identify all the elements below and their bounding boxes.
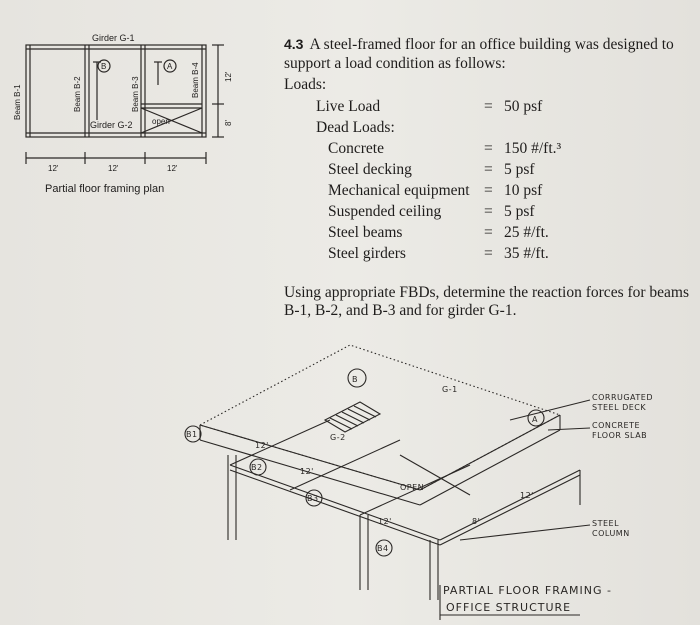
dim-right-8: 8' bbox=[224, 120, 233, 126]
dim-8: 8' bbox=[472, 517, 481, 526]
load-name: Steel decking bbox=[328, 161, 412, 178]
load-equals: = bbox=[484, 140, 493, 157]
tag-a: A bbox=[532, 415, 538, 424]
beam-b4-label: Beam B-4 bbox=[191, 62, 200, 98]
problem-number: 4.3 bbox=[284, 36, 304, 52]
corrugated-deck-patch bbox=[325, 402, 380, 432]
dim-12-d: 12' bbox=[520, 491, 534, 500]
load-name: Steel beams bbox=[328, 224, 403, 241]
load-equals: = bbox=[484, 224, 493, 241]
problem-text: A steel-framed floor for an office building was designed to support a load condition as follows: bbox=[284, 36, 674, 72]
grid-b-label: B bbox=[101, 62, 107, 71]
problem-question: Using appropriate FBDs, determine the reaction forces for beams B-1, B-2, and B-3 and for girder G-1. bbox=[284, 284, 690, 319]
sketch-labels bbox=[186, 375, 653, 614]
isometric-sketch bbox=[185, 345, 590, 620]
load-value: 150 #/ft.³ bbox=[504, 140, 562, 157]
dim-12-c: 12' bbox=[378, 517, 392, 526]
load-equals: = bbox=[484, 245, 493, 262]
note-column-1: STEEL bbox=[592, 519, 620, 528]
load-name: Mechanical equipment bbox=[328, 182, 470, 199]
dim-bottom-2: 12' bbox=[108, 164, 119, 173]
grid-a-label: A bbox=[167, 62, 173, 71]
note-concrete-1: CONCRETE bbox=[592, 421, 641, 430]
load-name: Dead Loads: bbox=[316, 119, 395, 136]
sketch-title-2: OFFICE STRUCTURE bbox=[446, 601, 572, 614]
beam-b3-label: Beam B-3 bbox=[131, 76, 140, 112]
note-concrete-2: FLOOR SLAB bbox=[592, 431, 648, 440]
loads-label: Loads: bbox=[284, 76, 327, 93]
open-label: open bbox=[152, 117, 170, 126]
dim-bottom-1: 12' bbox=[48, 164, 59, 173]
tag-b: B bbox=[352, 375, 358, 384]
load-name: Suspended ceiling bbox=[328, 203, 442, 220]
load-equals: = bbox=[484, 203, 493, 220]
load-name: Steel girders bbox=[328, 245, 406, 262]
label-g2: G-2 bbox=[330, 433, 346, 442]
tag-b2: B2 bbox=[251, 463, 263, 472]
load-name: Live Load bbox=[316, 98, 381, 115]
dim-bottom-3: 12' bbox=[167, 164, 178, 173]
load-value: 5 psf bbox=[504, 203, 535, 220]
problem-statement bbox=[284, 35, 694, 73]
sketch-title-1: PARTIAL FLOOR FRAMING - bbox=[443, 584, 612, 597]
label-open: OPEN bbox=[400, 483, 425, 492]
beam-b1-label: Beam B-1 bbox=[13, 84, 22, 120]
load-name: Concrete bbox=[328, 140, 384, 157]
load-value: 10 psf bbox=[504, 182, 543, 199]
plan-caption: Partial floor framing plan bbox=[45, 183, 165, 195]
beam-b2-label: Beam B-2 bbox=[73, 76, 82, 112]
girder-g2-label: Girder G-2 bbox=[90, 120, 133, 130]
dim-right-12: 12' bbox=[224, 71, 233, 82]
note-column-2: COLUMN bbox=[592, 529, 630, 538]
tag-b3: B3 bbox=[307, 494, 319, 503]
dim-12-b: 12' bbox=[300, 467, 314, 476]
load-value: 5 psf bbox=[504, 161, 535, 178]
load-equals: = bbox=[484, 98, 493, 115]
girder-g1-label: Girder G-1 bbox=[92, 33, 135, 43]
note-corrugated-1: CORRUGATED bbox=[592, 393, 654, 402]
load-value: 25 #/ft. bbox=[504, 224, 549, 241]
load-value: 50 psf bbox=[504, 98, 543, 115]
label-g1: G-1 bbox=[442, 385, 458, 394]
dim-12-a: 12' bbox=[255, 441, 269, 450]
load-value: 35 #/ft. bbox=[504, 245, 549, 262]
tag-b4: B4 bbox=[377, 544, 389, 553]
tag-b1: B1 bbox=[186, 430, 198, 439]
note-corrugated-2: STEEL DECK bbox=[592, 403, 647, 412]
load-equals: = bbox=[484, 161, 493, 178]
load-equals: = bbox=[484, 182, 493, 199]
